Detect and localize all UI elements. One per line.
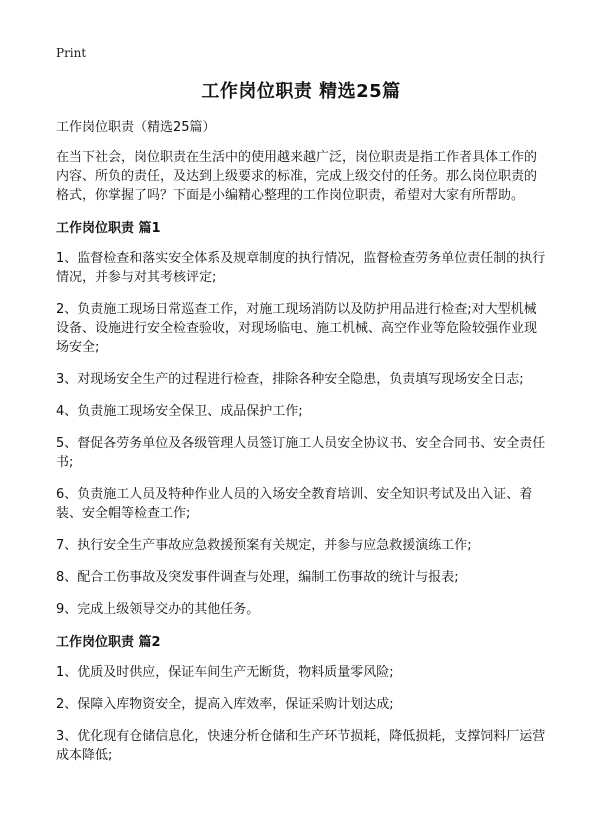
list-item: 1、优质及时供应，保证车间生产无断货，物料质量零风险; [56, 665, 394, 680]
intro-paragraph: 在当下社会，岗位职责在生活中的使用越来越广泛，岗位职责是指工作者具体工作的内容、所负的责任，及达到上级要求的标准，完成上级交付的任务。那么岗位职责的格式，你掌握了吗？下面是小编精心整理的工作岗位职责，希望对大家有所帮助。 [56, 150, 538, 203]
list-item: 3、优化现有仓储信息化，快速分析仓储和生产环节损耗，降低损耗，支撑饲料厂运营成本降低; [56, 729, 546, 763]
print-label: Print [56, 46, 87, 60]
list-item: 8、配合工伤事故及突发事件调查与处理，编制工伤事故的统计与报表; [56, 570, 459, 585]
document-content [56, 80, 546, 765]
section-heading-2: 工作岗位职责 篇2 [56, 635, 161, 650]
document-subtitle: 工作岗位职责（精选25篇） [56, 120, 216, 135]
list-item: 6、负责施工人员及特种作业人员的入场安全教育培训、安全知识考试及出入证、着装、安全帽等检查工作; [56, 487, 533, 521]
list-item: 9、完成上级领导交办的其他任务。 [56, 602, 260, 617]
list-item: 1、监督检查和落实安全体系及规章制度的执行情况，监督检查劳务单位责任制的执行情况，并参与对其考核评定; [56, 251, 546, 285]
document-title: 工作岗位职责 精选25篇 [201, 81, 401, 102]
list-item: 4、负责施工现场安全保卫、成品保护工作; [56, 404, 303, 419]
section-heading-1: 工作岗位职责 篇1 [56, 221, 161, 236]
list-item: 5、督促各劳务单位及各级管理人员签订施工人员安全协议书、安全合同书、安全责任书; [56, 436, 546, 470]
list-item: 2、负责施工现场日常巡查工作，对施工现场消防以及防护用品进行检查;对大型机械设备、设施进行安全检查验收，对现场临电、施工机械、高空作业等危险较强作业现场安全; [56, 302, 538, 355]
list-item: 2、保障入库物资安全，提高入库效率，保证采购计划达成; [56, 697, 394, 712]
list-item: 7、执行安全生产事故应急救援预案有关规定，并参与应急救援演练工作; [56, 538, 472, 553]
list-item: 3、对现场安全生产的过程进行检查，排除各种安全隐患，负责填写现场安全日志; [56, 372, 524, 387]
